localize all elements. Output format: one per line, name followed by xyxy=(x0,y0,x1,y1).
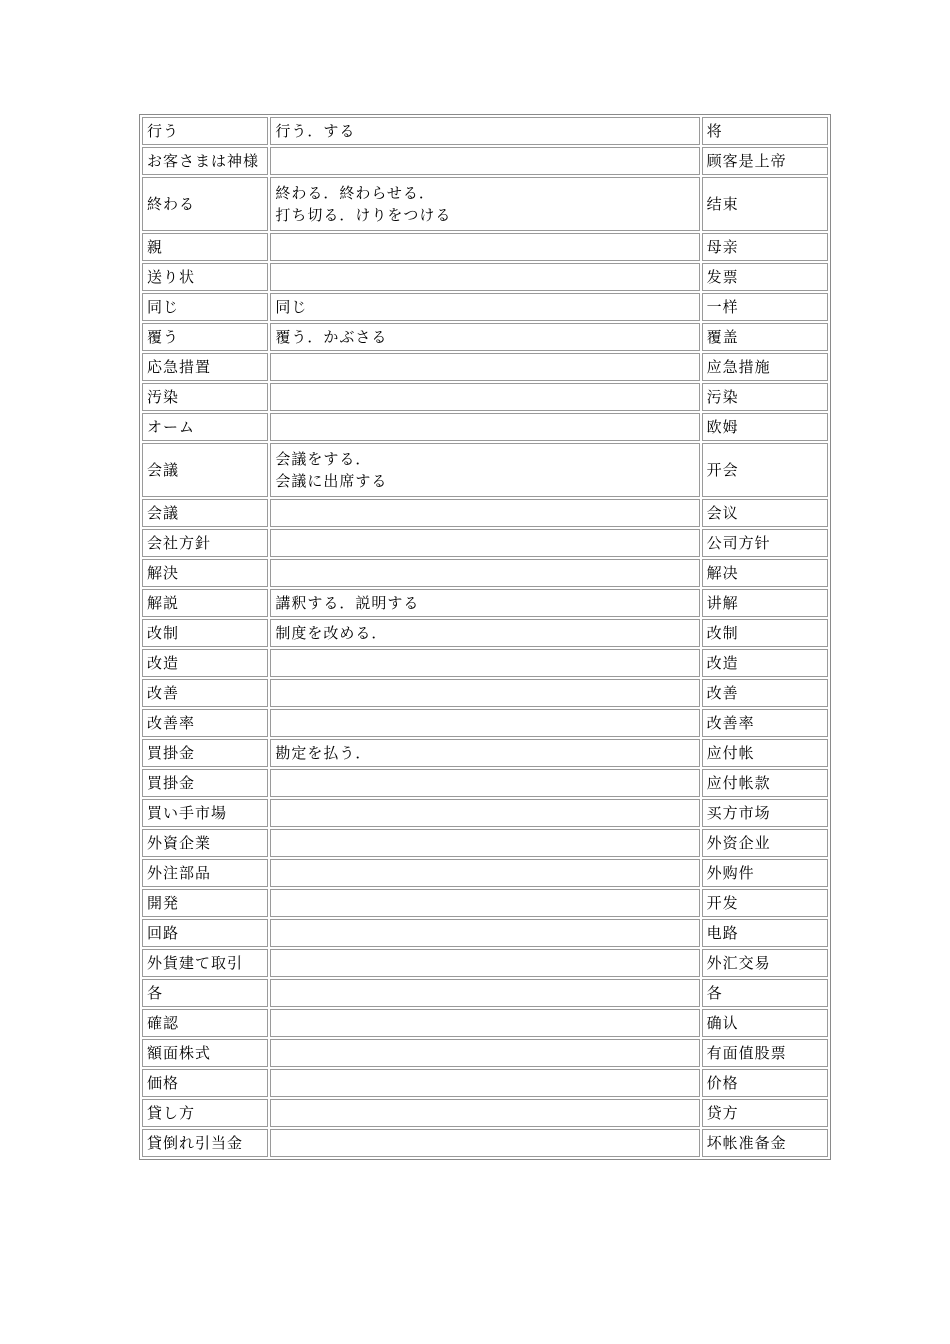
japanese-term-cell: オーム xyxy=(142,413,268,441)
usage-note-cell xyxy=(270,919,699,947)
chinese-translation-cell: 顾客是上帝 xyxy=(702,147,828,175)
japanese-term-cell: 親 xyxy=(142,233,268,261)
table-row xyxy=(142,679,828,707)
japanese-term-cell: 額面株式 xyxy=(142,1039,268,1067)
usage-note-cell xyxy=(270,147,699,175)
japanese-term-cell: 解説 xyxy=(142,589,268,617)
japanese-term-cell: 会社方針 xyxy=(142,529,268,557)
chinese-translation-cell: 改善 xyxy=(702,679,828,707)
chinese-translation-cell: 解决 xyxy=(702,559,828,587)
chinese-translation-cell: 发票 xyxy=(702,263,828,291)
japanese-term-cell: 送り状 xyxy=(142,263,268,291)
table-row xyxy=(142,1069,828,1097)
usage-note-cell xyxy=(270,1039,699,1067)
chinese-translation-cell: 会议 xyxy=(702,499,828,527)
usage-note-cell: 勘定を払う． xyxy=(270,739,699,767)
japanese-term-cell: 会議 xyxy=(142,499,268,527)
chinese-translation-cell: 改造 xyxy=(702,649,828,677)
japanese-term-cell: 各 xyxy=(142,979,268,1007)
chinese-translation-cell: 一样 xyxy=(702,293,828,321)
table-row xyxy=(142,859,828,887)
usage-note-cell xyxy=(270,1099,699,1127)
table-row xyxy=(142,829,828,857)
japanese-term-cell: 買掛金 xyxy=(142,769,268,797)
japanese-term-cell: 外資企業 xyxy=(142,829,268,857)
japanese-term-cell: 改善 xyxy=(142,679,268,707)
japanese-term-cell: 改善率 xyxy=(142,709,268,737)
table-row xyxy=(142,383,828,411)
usage-note-cell xyxy=(270,829,699,857)
usage-note-cell: 同じ xyxy=(270,293,699,321)
table-row xyxy=(142,177,828,231)
table-row xyxy=(142,353,828,381)
usage-note-cell: 行う．する xyxy=(270,117,699,145)
chinese-translation-cell: 电路 xyxy=(702,919,828,947)
chinese-translation-cell: 开会 xyxy=(702,443,828,497)
usage-note-cell xyxy=(270,889,699,917)
usage-note-cell: 覆う．かぶさる xyxy=(270,323,699,351)
table-row xyxy=(142,889,828,917)
usage-note-cell xyxy=(270,1069,699,1097)
table-row xyxy=(142,1129,828,1157)
usage-note-cell xyxy=(270,353,699,381)
japanese-term-cell: 改造 xyxy=(142,649,268,677)
chinese-translation-cell: 污染 xyxy=(702,383,828,411)
usage-note-cell xyxy=(270,709,699,737)
table-row xyxy=(142,233,828,261)
japanese-term-cell: 確認 xyxy=(142,1009,268,1037)
japanese-term-cell: 貸倒れ引当金 xyxy=(142,1129,268,1157)
chinese-translation-cell: 外购件 xyxy=(702,859,828,887)
usage-note-cell xyxy=(270,799,699,827)
usage-note-cell xyxy=(270,1129,699,1157)
usage-note-cell xyxy=(270,233,699,261)
vocabulary-table-body xyxy=(142,117,828,1157)
table-row xyxy=(142,499,828,527)
vocabulary-table xyxy=(139,114,831,1160)
chinese-translation-cell: 买方市场 xyxy=(702,799,828,827)
chinese-translation-cell: 贷方 xyxy=(702,1099,828,1127)
table-row xyxy=(142,559,828,587)
chinese-translation-cell: 将 xyxy=(702,117,828,145)
usage-note-cell xyxy=(270,263,699,291)
usage-note-cell xyxy=(270,859,699,887)
chinese-translation-cell: 价格 xyxy=(702,1069,828,1097)
chinese-translation-cell: 改善率 xyxy=(702,709,828,737)
japanese-term-cell: 応急措置 xyxy=(142,353,268,381)
usage-note-cell: 講釈する．説明する xyxy=(270,589,699,617)
japanese-term-cell: 会議 xyxy=(142,443,268,497)
table-row xyxy=(142,323,828,351)
japanese-term-cell: 終わる xyxy=(142,177,268,231)
usage-note-cell xyxy=(270,769,699,797)
chinese-translation-cell: 讲解 xyxy=(702,589,828,617)
japanese-term-cell: 買い手市場 xyxy=(142,799,268,827)
usage-note-cell xyxy=(270,1009,699,1037)
chinese-translation-cell: 应付帐 xyxy=(702,739,828,767)
chinese-translation-cell: 改制 xyxy=(702,619,828,647)
usage-note-cell xyxy=(270,413,699,441)
japanese-term-cell: 解決 xyxy=(142,559,268,587)
table-row xyxy=(142,293,828,321)
chinese-translation-cell: 各 xyxy=(702,979,828,1007)
table-row xyxy=(142,1039,828,1067)
table-row xyxy=(142,739,828,767)
table-row xyxy=(142,147,828,175)
table-row xyxy=(142,529,828,557)
japanese-term-cell: 貸し方 xyxy=(142,1099,268,1127)
japanese-term-cell: 回路 xyxy=(142,919,268,947)
table-row xyxy=(142,619,828,647)
japanese-term-cell: 買掛金 xyxy=(142,739,268,767)
table-row xyxy=(142,979,828,1007)
chinese-translation-cell: 公司方针 xyxy=(702,529,828,557)
japanese-term-cell: 開発 xyxy=(142,889,268,917)
usage-note-cell: 制度を改める． xyxy=(270,619,699,647)
japanese-term-cell: 外貨建て取引 xyxy=(142,949,268,977)
japanese-term-cell: 同じ xyxy=(142,293,268,321)
usage-note-cell xyxy=(270,949,699,977)
table-row xyxy=(142,117,828,145)
japanese-term-cell: 外注部品 xyxy=(142,859,268,887)
chinese-translation-cell: 确认 xyxy=(702,1009,828,1037)
chinese-translation-cell: 外汇交易 xyxy=(702,949,828,977)
chinese-translation-cell: 欧姆 xyxy=(702,413,828,441)
chinese-translation-cell: 母亲 xyxy=(702,233,828,261)
table-row xyxy=(142,649,828,677)
table-row xyxy=(142,799,828,827)
table-row xyxy=(142,1009,828,1037)
table-row xyxy=(142,589,828,617)
usage-note-cell xyxy=(270,383,699,411)
japanese-term-cell: 汚染 xyxy=(142,383,268,411)
usage-note-cell xyxy=(270,499,699,527)
table-row xyxy=(142,709,828,737)
chinese-translation-cell: 开发 xyxy=(702,889,828,917)
usage-note-cell xyxy=(270,679,699,707)
chinese-translation-cell: 有面值股票 xyxy=(702,1039,828,1067)
table-row xyxy=(142,263,828,291)
chinese-translation-cell: 坏帐准备金 xyxy=(702,1129,828,1157)
table-row xyxy=(142,413,828,441)
japanese-term-cell: 行う xyxy=(142,117,268,145)
chinese-translation-cell: 外资企业 xyxy=(702,829,828,857)
chinese-translation-cell: 应急措施 xyxy=(702,353,828,381)
japanese-term-cell: 価格 xyxy=(142,1069,268,1097)
japanese-term-cell: お客さまは神様 xyxy=(142,147,268,175)
usage-note-cell xyxy=(270,979,699,1007)
table-row xyxy=(142,1099,828,1127)
table-row xyxy=(142,919,828,947)
usage-note-cell: 終わる．終わらせる． 打ち切る．けりをつける xyxy=(270,177,699,231)
japanese-term-cell: 改制 xyxy=(142,619,268,647)
usage-note-cell xyxy=(270,559,699,587)
usage-note-cell xyxy=(270,649,699,677)
japanese-term-cell: 覆う xyxy=(142,323,268,351)
chinese-translation-cell: 结束 xyxy=(702,177,828,231)
table-row xyxy=(142,769,828,797)
chinese-translation-cell: 应付帐款 xyxy=(702,769,828,797)
table-row xyxy=(142,949,828,977)
chinese-translation-cell: 覆盖 xyxy=(702,323,828,351)
usage-note-cell xyxy=(270,529,699,557)
usage-note-cell: 会議をする． 会議に出席する xyxy=(270,443,699,497)
table-row xyxy=(142,443,828,497)
